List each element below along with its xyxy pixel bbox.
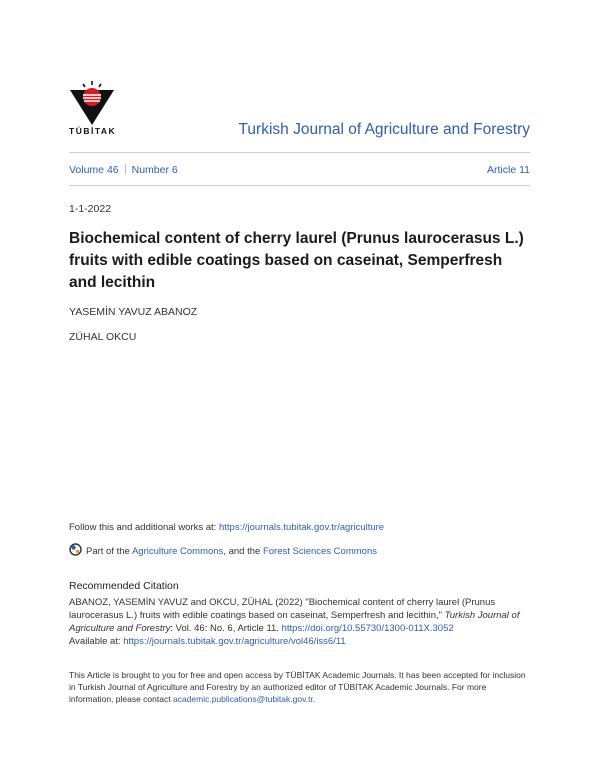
access-notice-end: . [312, 694, 316, 704]
available-at: Available at: [69, 636, 121, 647]
part-of-line [69, 543, 377, 557]
logo-text: TÜBİTAK [69, 126, 117, 136]
citation-journal: Turkish Journal of Agriculture and Forestry [69, 610, 520, 634]
citation-body: ABANOZ, YASEMİN YAVUZ and OKCU, ZÜHAL (2022) "Biochemical content of cherry laurel (Prunus laurocerasus L.) fruits with edible coatings based on caseinat, Semperfresh and lecithin," [69, 597, 496, 621]
access-notice [69, 669, 531, 705]
article-title: Biochemical content of cherry laurel (Prunus laurocerasus L.) fruits with edible coatings based on caseinat, Semperfresh and lecithin [69, 230, 524, 291]
volume-link[interactable]: Volume 46 [69, 164, 119, 176]
collection-link[interactable]: https://journals.tubitak.gov.tr/agriculture [218, 522, 385, 533]
meta-separator [125, 164, 126, 174]
follow-line [69, 522, 384, 533]
number-link[interactable]: Number 6 [131, 164, 178, 176]
citation-volume: : Vol. 46: No. 6, Article 11. [170, 623, 279, 634]
doi-link[interactable]: https://doi.org/10.55730/1300-011X.3052 [281, 623, 454, 634]
header-divider [69, 152, 530, 153]
citation-heading: Recommended Citation [69, 580, 179, 592]
article-link[interactable]: Article 11 [487, 164, 530, 176]
journal-title-link[interactable]: Turkish Journal of Agriculture and Forestry [238, 121, 530, 138]
contact-email-link[interactable]: academic.publications@tubitak.gov.tr [172, 694, 313, 704]
follow-text: Follow this and additional works at: [69, 522, 217, 533]
meta-divider [69, 185, 530, 186]
agriculture-commons-link[interactable]: Agriculture Commons [131, 546, 224, 557]
author-name: YASEMİN YAVUZ ABANOZ [69, 306, 198, 318]
author-name: ZÜHAL OKCU [69, 331, 137, 343]
access-notice-text: This Article is brought to you for free and open access by TÜBİTAK Academic Journals. It has been accepted for inclusion in Turkish Journal of Agriculture and Forestry by an authorized editor of TÜBİTAK Academic Journals. For more information, please contact [69, 670, 526, 704]
part-of-and: , and the [223, 546, 261, 557]
citation-text [69, 596, 534, 648]
article-url-link[interactable]: https://journals.tubitak.gov.tr/agriculture/vol46/iss6/11 [123, 636, 346, 647]
logo-circle [83, 88, 101, 106]
volume-issue [69, 164, 178, 176]
part-of-prefix: Part of the [86, 546, 130, 557]
commons-network-icon [69, 543, 82, 556]
publication-date: 1-1-2022 [69, 203, 112, 215]
forest-sciences-commons-link[interactable]: Forest Sciences Commons [262, 546, 377, 557]
